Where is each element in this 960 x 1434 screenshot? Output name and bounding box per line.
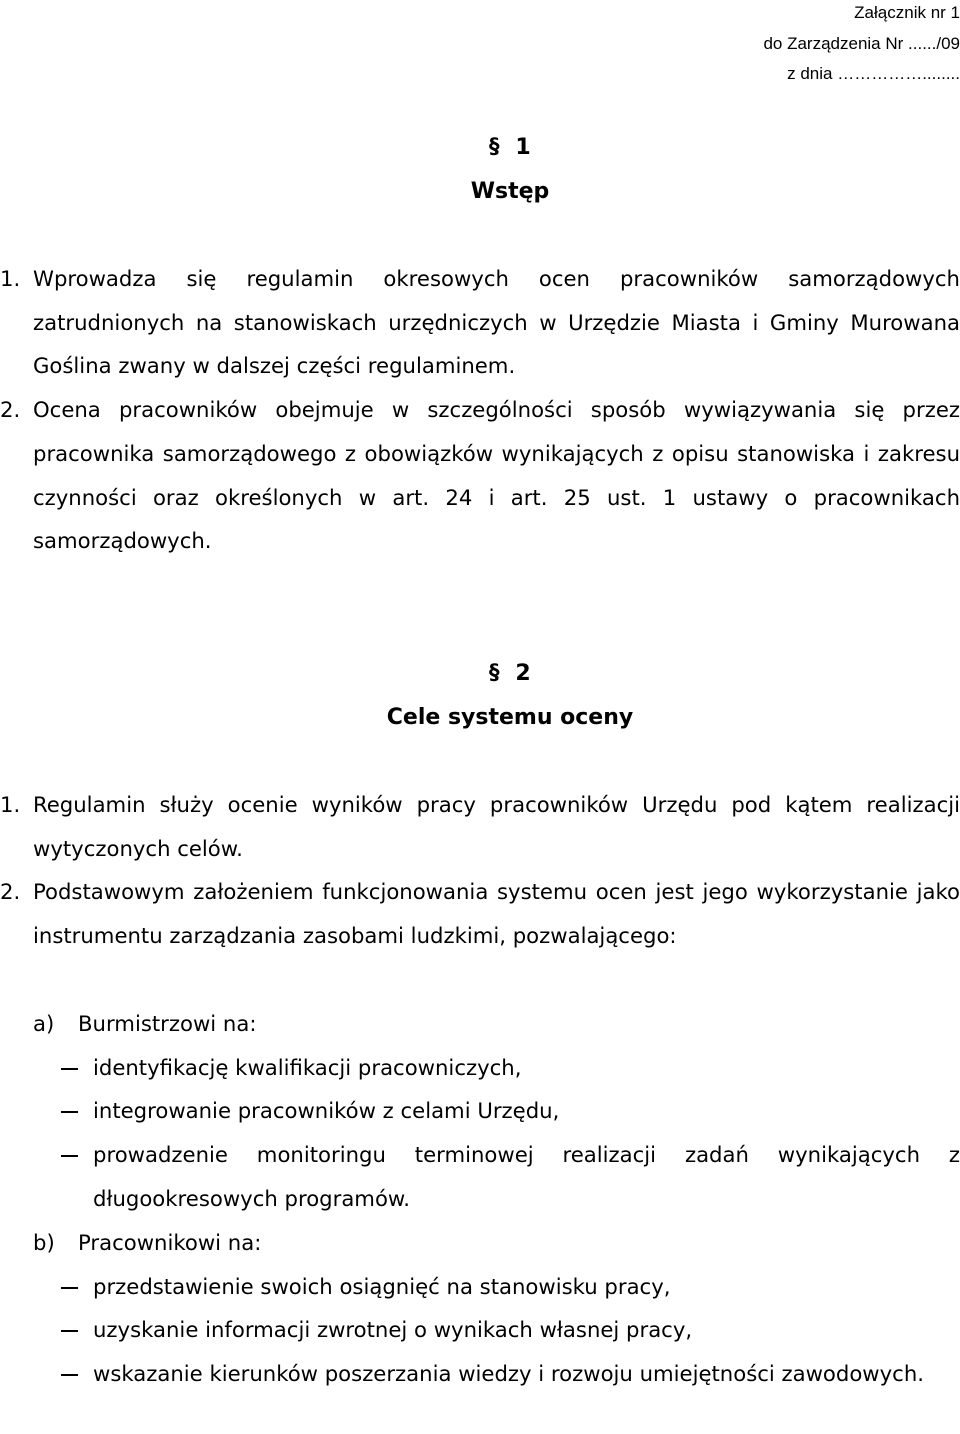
section-2-item-1 — [0, 783, 960, 870]
annex-line-2: do Zarządzenia Nr ....../09 — [763, 33, 960, 53]
section-sign-icon — [489, 136, 507, 156]
sub-a-bullet-3 — [0, 1133, 960, 1220]
bullet-text: uzyskanie informacji zwrotnej o wynikach własnej pracy, — [93, 1317, 693, 1342]
section-1-number-line — [0, 126, 960, 170]
dash-icon — [61, 1374, 78, 1376]
sub-b-bullet-3 — [0, 1352, 960, 1396]
sub-a-text: Burmistrzowi na: — [78, 1011, 257, 1036]
section-1-items — [0, 257, 960, 563]
sub-b-label: b) — [33, 1230, 55, 1255]
dash-icon — [61, 1111, 78, 1113]
section-1-item-2 — [0, 388, 960, 563]
sub-b-bullet-1 — [0, 1265, 960, 1309]
section-1-number: 1 — [515, 135, 531, 160]
section-2-heading — [0, 652, 960, 740]
sub-b-bullet-2 — [0, 1308, 960, 1352]
item-text: Ocena pracowników obejmuje w szczególności sposób wywiązywania się przez pracownika samorządowego z obowiązków wynikających z opisu stanowiska i zakresu czynności oraz określonych w art. 24 i art. 25 ust. 1 ustawy o pracownikach samorządowych. — [33, 397, 960, 554]
dash-icon — [61, 1330, 78, 1332]
svg-text:§: § — [489, 662, 500, 682]
bullet-text: identyfikację kwalifikacji pracowniczych, — [93, 1055, 522, 1080]
section-2-item-2 — [0, 870, 960, 957]
bullet-text: przedstawienie swoich osiągnięć na stanowisku pracy, — [93, 1274, 671, 1299]
sub-a-bullet-1 — [0, 1046, 960, 1090]
item-text: Wprowadza się regulamin okresowych ocen pracowników samorządowych zatrudnionych na stanowiskach urzędniczych w Urzędzie Miasta i Gminy Murowana Goślina zwany w dalszej części regulaminem. — [33, 266, 960, 379]
annex-line-1: Załącznik nr 1 — [854, 3, 960, 22]
item-text: Regulamin służy ocenie wyników pracy pracowników Urzędu pod kątem realizacji wytyczonych celów. — [33, 792, 960, 861]
section-sign-icon — [489, 662, 507, 682]
bullet-text: prowadzenie monitoringu terminowej realizacji zadań wynikających z długookresowych programów. — [93, 1142, 960, 1211]
section-2-title: Cele systemu oceny — [386, 705, 634, 730]
item-number: 2. — [0, 397, 21, 423]
sub-b-text: Pracownikowi na: — [78, 1230, 262, 1255]
sub-a-bullet-2 — [0, 1089, 960, 1133]
section-2-number: 2 — [515, 661, 531, 686]
section-1-title: Wstęp — [470, 179, 550, 204]
svg-text:§: § — [489, 136, 500, 156]
dash-icon — [61, 1068, 78, 1070]
dash-icon — [61, 1287, 78, 1289]
bullet-text: integrowanie pracowników z celami Urzędu, — [93, 1098, 560, 1123]
item-number: 1. — [0, 266, 21, 291]
item-number: 1. — [0, 792, 21, 817]
annex-line-3: z dnia ……………........ — [787, 64, 960, 83]
section-1-item-1 — [0, 257, 960, 388]
annex-header — [763, 0, 960, 90]
section-2-items — [0, 783, 960, 958]
section-2-number-line — [0, 652, 960, 696]
item-number: 2. — [0, 879, 21, 905]
dash-icon — [61, 1155, 78, 1157]
sub-a-label: a) — [33, 1011, 55, 1036]
bullet-text: wskazanie kierunków poszerzania wiedzy i rozwoju umiejętności zawodowych. — [93, 1361, 924, 1386]
item-text: Podstawowym założeniem funkcjonowania systemu ocen jest jego wykorzystanie jako instrumentu zarządzania zasobami ludzkimi, pozwalającego: — [33, 879, 960, 949]
section-1-heading — [0, 126, 960, 214]
